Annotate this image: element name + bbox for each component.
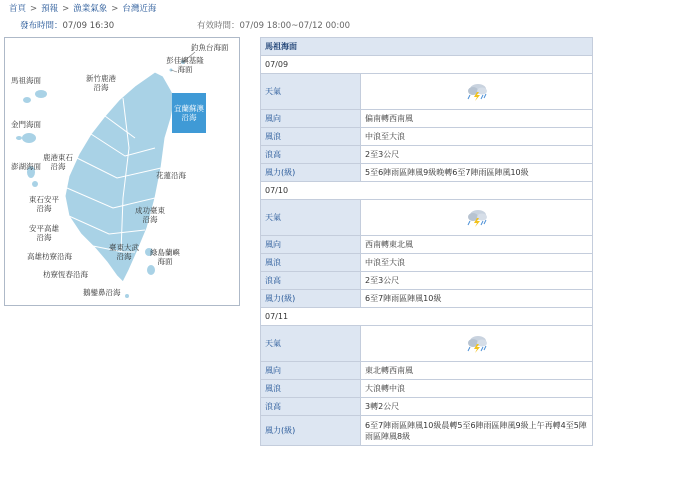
forecast-region-title: 馬祖海面 bbox=[261, 38, 593, 56]
publish-time bbox=[20, 19, 114, 31]
wind-dir-label: 風向 bbox=[261, 362, 361, 380]
wave-height-label: 浪高 bbox=[261, 272, 361, 290]
cloud-rain-thunder-icon bbox=[465, 334, 489, 354]
wind-force-label: 風力(級) bbox=[261, 416, 361, 446]
wave-value: 中浪至大浪 bbox=[361, 254, 593, 272]
map-label-hualien[interactable]: 花蓮沿海 bbox=[156, 171, 186, 180]
map-label-hsinchu-lukang[interactable]: 新竹鹿港沿海 bbox=[86, 74, 116, 92]
valid-time-value: 07/09 18:00~07/12 00:00 bbox=[239, 21, 351, 31]
wind-dir-value: 東北轉西南風 bbox=[361, 362, 593, 380]
forecast-date: 07/11 bbox=[261, 308, 593, 326]
wave-label: 風浪 bbox=[261, 254, 361, 272]
map-label-fangliao-hengchun[interactable]: 枋寮恆春沿海 bbox=[43, 270, 88, 279]
wave-height-label: 浪高 bbox=[261, 398, 361, 416]
wave-value: 大浪轉中浪 bbox=[361, 380, 593, 398]
breadcrumb-separator: > bbox=[62, 4, 70, 14]
wind-force-label: 風力(級) bbox=[261, 290, 361, 308]
map-label-kinmen[interactable]: 金門海面 bbox=[11, 120, 41, 129]
weather-cell bbox=[361, 200, 593, 236]
forecast-table bbox=[260, 37, 593, 446]
publish-time-value: 07/09 16:30 bbox=[62, 21, 115, 31]
map-label-diaoyutai[interactable]: 釣魚台海面 bbox=[191, 43, 229, 52]
breadcrumb-fishery-link[interactable]: 漁業氣象 bbox=[73, 4, 108, 14]
weather-cell bbox=[361, 326, 593, 362]
breadcrumb-home-link[interactable]: 首頁 bbox=[9, 4, 27, 14]
breadcrumb-separator: > bbox=[111, 4, 119, 14]
map-label-anping-kaohsiung[interactable]: 安平高雄沿海 bbox=[29, 224, 59, 242]
wind-dir-label: 風向 bbox=[261, 236, 361, 254]
wind-dir-value: 偏南轉西南風 bbox=[361, 110, 593, 128]
map-label-eluanbi[interactable]: 鵝鑾鼻沿海 bbox=[83, 288, 121, 297]
map-label-pengjia-keelung[interactable]: 彭佳嶼基隆海面 bbox=[166, 56, 204, 74]
breadcrumb-separator: > bbox=[30, 4, 38, 14]
wind-force-value: 5至6陣雨區陣風9級晚轉6至7陣雨區陣風10級 bbox=[361, 164, 593, 182]
wave-label: 風浪 bbox=[261, 380, 361, 398]
wave-value: 中浪至大浪 bbox=[361, 128, 593, 146]
map-label-chenggong-taitung[interactable]: 成功臺東沿海 bbox=[135, 206, 165, 224]
wind-force-value: 6至7陣雨區陣風10級 bbox=[361, 290, 593, 308]
forecast-date: 07/09 bbox=[261, 56, 593, 74]
map-label-kaohsiung-fangliao[interactable]: 高雄枋寮沿海 bbox=[27, 252, 72, 261]
map-label-matsu[interactable]: 馬祖海面 bbox=[11, 76, 41, 85]
map-label-penghu[interactable]: 澎湖海面 bbox=[11, 162, 41, 171]
breadcrumb bbox=[9, 2, 156, 14]
wind-dir-value: 西南轉東北風 bbox=[361, 236, 593, 254]
wave-height-value: 3轉2公尺 bbox=[361, 398, 593, 416]
map-label-yilan-suao[interactable]: 宜蘭蘇澳沿海 bbox=[174, 104, 204, 122]
wind-dir-label: 風向 bbox=[261, 110, 361, 128]
cloud-rain-thunder-icon bbox=[465, 208, 489, 228]
map-label-ludao-lanyu[interactable]: 綠島蘭嶼海面 bbox=[150, 248, 180, 266]
forecast-date: 07/10 bbox=[261, 182, 593, 200]
breadcrumb-forecast-link[interactable]: 預報 bbox=[41, 4, 59, 14]
weather-cell bbox=[361, 74, 593, 110]
map-label-dongshi-anping[interactable]: 東石安平沿海 bbox=[29, 195, 59, 213]
wave-label: 風浪 bbox=[261, 128, 361, 146]
wave-height-value: 2至3公尺 bbox=[361, 272, 593, 290]
weather-label: 天氣 bbox=[261, 326, 361, 362]
weather-label: 天氣 bbox=[261, 74, 361, 110]
map-label-lukang-dongshi[interactable]: 鹿港東石沿海 bbox=[43, 153, 73, 171]
breadcrumb-current: 台灣近海 bbox=[122, 4, 157, 14]
publish-time-label: 發布時間： bbox=[20, 21, 63, 31]
valid-time bbox=[197, 19, 350, 31]
wind-force-value: 6至7陣雨區陣風10級晨轉5至6陣雨區陣風9級上午再轉4至5陣雨區陣風8級 bbox=[361, 416, 593, 446]
taiwan-sea-map bbox=[4, 37, 240, 306]
cloud-rain-thunder-icon bbox=[465, 82, 489, 102]
map-label-taitung-dawu[interactable]: 臺東大武沿海 bbox=[109, 243, 139, 261]
wave-height-label: 浪高 bbox=[261, 146, 361, 164]
weather-label: 天氣 bbox=[261, 200, 361, 236]
valid-time-label: 有效時間： bbox=[197, 21, 240, 31]
wave-height-value: 2至3公尺 bbox=[361, 146, 593, 164]
wind-force-label: 風力(級) bbox=[261, 164, 361, 182]
